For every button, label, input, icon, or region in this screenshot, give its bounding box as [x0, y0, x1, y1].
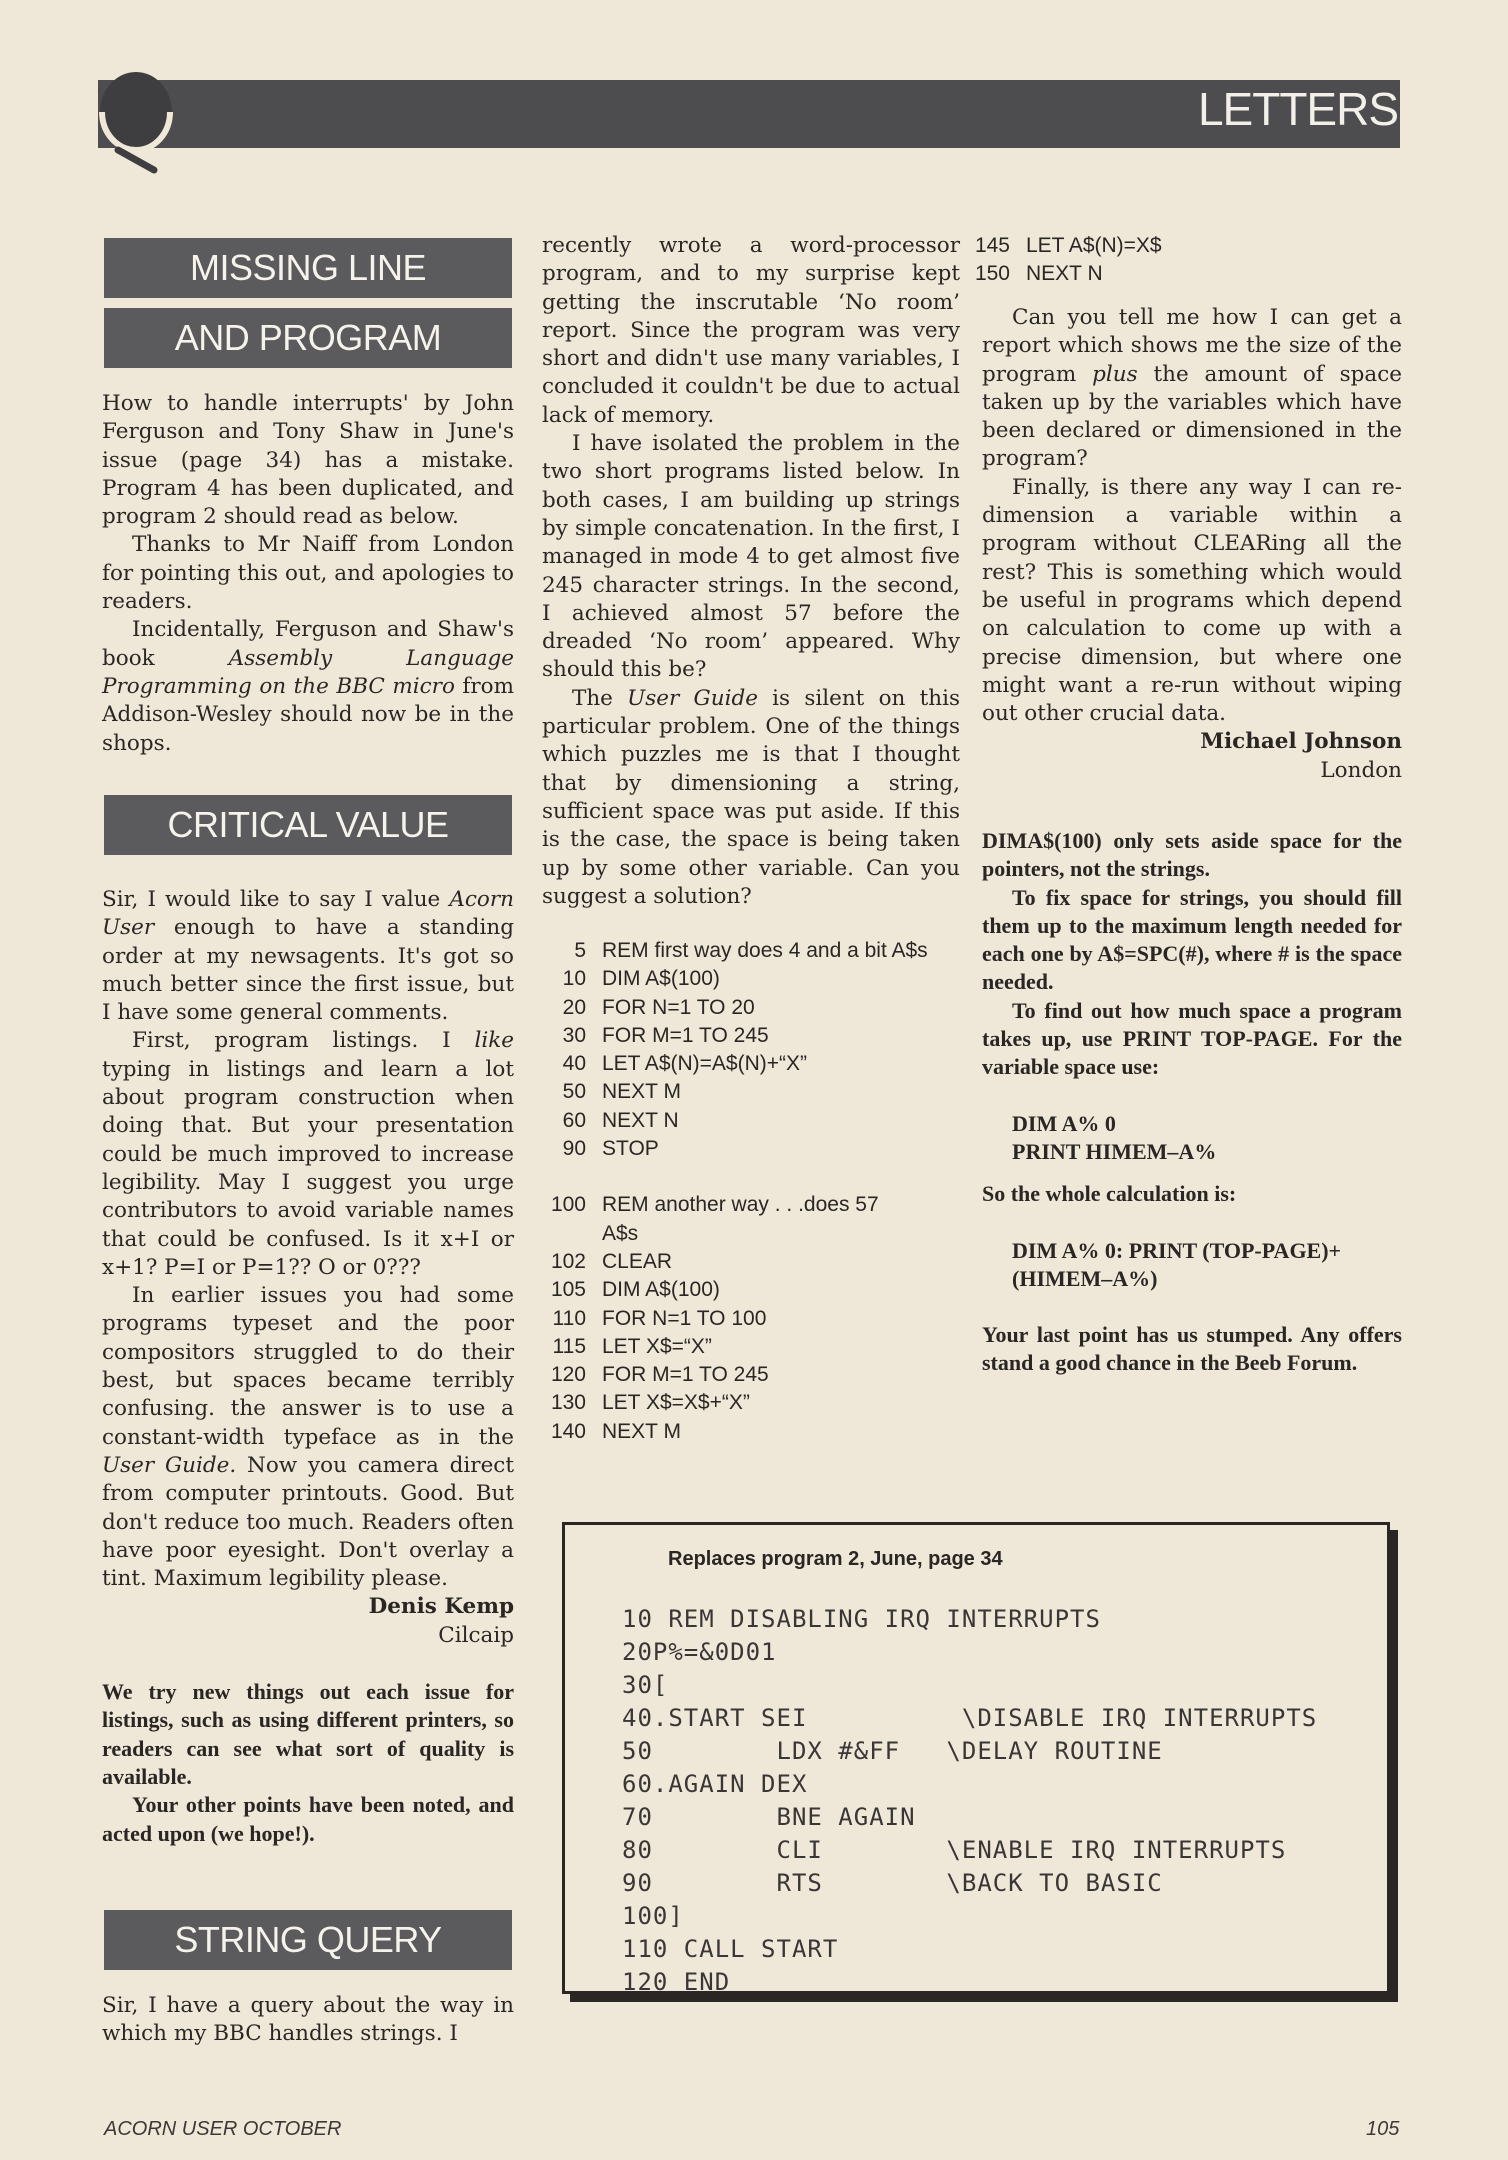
heading-string-query: STRING QUERY	[104, 1910, 512, 1970]
line-code: LET A$(N)=X$	[1026, 234, 1162, 257]
signature-place: Cilcaip	[438, 1622, 514, 1648]
line-code: FOR M=1 TO 245	[602, 1023, 769, 1047]
line-number: 100	[550, 1193, 586, 1217]
line-number	[540, 1163, 602, 1191]
heading-critical-value: CRITICAL VALUE	[104, 795, 512, 855]
signature-place: London	[1320, 757, 1402, 783]
reply-paragraph: DIMA$(100) only sets aside space for the pointers, not the strings.	[982, 828, 1402, 882]
line-number: 30	[562, 1023, 586, 1047]
line-number: 20	[562, 995, 586, 1019]
basic-listing-string-query	[540, 937, 960, 1446]
listing-line: 20P%=&0D01	[622, 1638, 777, 1666]
paragraph: In earlier issues you had some programs typeset and the poor compositors struggled to do their best, but spaces became terribly confusing. the answer is to use a constant-width typeface as in the User Guide. Now you camera direct from computer printouts. Good. But don't reduce too much. Readers often have poor eyesight. Don't overlay a tint. Maximum legibility please.	[102, 1283, 514, 1592]
line-number: 60	[562, 1108, 586, 1132]
line-code: NEXT M	[602, 1080, 681, 1104]
code-line: DIM A% 0: PRINT (TOP-PAGE)+	[1012, 1237, 1342, 1263]
paragraph: Can you tell me how I can get a report which shows me the size of the program plus the amount of space taken up by the variables which have been declared or dimensioned in the program?	[982, 305, 1402, 472]
listing-line	[540, 1191, 960, 1219]
listing-line	[540, 1248, 960, 1276]
listing-line	[964, 232, 1404, 260]
page-number: 105	[1366, 2118, 1400, 2140]
acorn-q-logo-icon	[96, 66, 176, 176]
line-number: 140	[550, 1419, 586, 1443]
listing-line: 60.AGAIN DEX	[622, 1770, 808, 1798]
line-code: NEXT M	[602, 1419, 681, 1443]
letter-string-query-end	[982, 304, 1402, 785]
listing-line	[540, 937, 960, 965]
listing-line	[540, 1022, 960, 1050]
listing-line	[540, 1078, 960, 1106]
listing-line	[540, 1333, 960, 1361]
listing-line: 100]	[622, 1902, 684, 1930]
paragraph: Sir, I have a query about the way in which my BBC handles strings. I	[102, 1993, 514, 2047]
signature-name: Denis Kemp	[368, 1594, 514, 1620]
footer-issue: ACORN USER OCTOBER	[104, 2118, 342, 2140]
line-code: CLEAR	[602, 1249, 673, 1273]
paragraph: Thanks to Mr Naiff from London for pointing this out, and apologies to readers.	[102, 532, 514, 615]
signature-name: Michael Johnson	[1200, 729, 1402, 755]
listing-line	[540, 994, 960, 1022]
line-code: STOP	[602, 1137, 659, 1161]
line-number: 150	[974, 262, 1010, 286]
code-line: DIM A% 0	[1012, 1110, 1116, 1136]
listing-line: 70 BNE AGAIN	[622, 1803, 916, 1831]
line-code: REM first way does 4 and a bit A$s	[602, 939, 928, 962]
reply-paragraph: We try new things out each issue for listings, such as using different printers, so readers can see what sort of quality is available.	[102, 1679, 514, 1789]
paragraph: First, program listings. I like typing in listings and learn a lot about program construction when doing that. But your presentation could be much improved to increase legibility. May I suggest you urge contributors to avoid variable names that could be confused. Is it x+I or x+1? P=I or P=1?? O or 0???	[102, 1028, 514, 1280]
listing-line: 110 CALL START	[622, 1935, 839, 1963]
line-code: LET X$=X$+“X”	[602, 1391, 750, 1415]
line-number: 105	[550, 1278, 586, 1302]
listing-line: 40.START SEI \DISABLE IRQ INTERRUPTS	[622, 1704, 1318, 1732]
line-code: LET A$(N)=A$(N)+“X”	[602, 1052, 808, 1076]
line-code: LET X$=“X”	[602, 1334, 712, 1358]
letter-missing-line	[102, 390, 514, 758]
line-number: 102	[550, 1249, 586, 1273]
paragraph: I have isolated the problem in the two short programs listed below. In both cases, I am building up strings by simple concatenation. In the first, I managed in mode 4 to get almost five 245 character strings. In the second, I achieved almost 57 before the dreaded ‘No room’ appeared. Why should this be?	[542, 431, 960, 683]
paragraph: How to handle interrupts' by John Ferguson and Tony Shaw in June's issue (page 34) has a mistake. Program 4 has been duplicated, and program 2 should read as below.	[102, 391, 514, 530]
line-number: 120	[550, 1363, 586, 1387]
line-code: FOR M=1 TO 245	[602, 1363, 769, 1387]
listing-line	[540, 1276, 960, 1304]
heading-and-program: AND PROGRAM	[104, 308, 512, 368]
listing-line	[540, 1163, 960, 1191]
line-number: 110	[552, 1306, 586, 1330]
line-number	[540, 1220, 602, 1248]
line-number: 40	[562, 1052, 586, 1076]
line-code: FOR N=1 TO 100	[602, 1306, 767, 1330]
paragraph: Sir, I would like to say I value Acorn User enough to have a standing order at my newsagents. It's got so much better since the first issue, but I have some general comments.	[102, 887, 514, 1026]
editor-reply-string-query	[982, 827, 1402, 1378]
page-title: LETTERS	[1197, 83, 1398, 135]
paragraph: The User Guide is silent on this particular problem. One of the things which puzzles me is that I thought that by dimensioning a string, sufficient space was put aside. If this is the case, the space is being taken up by some other variable. Can you suggest a solution?	[542, 685, 960, 909]
listing-line: 120 END	[622, 1968, 731, 1996]
listing-line: 30[	[622, 1671, 669, 1699]
letter-string-query-cont	[542, 232, 960, 911]
line-number: 10	[562, 967, 586, 991]
paragraph: Incidentally, Ferguson and Shaw's book Assembly Language Programming on the BBC micro from Addison-Wesley should now be in the shops.	[102, 617, 515, 756]
line-number: 145	[974, 234, 1010, 257]
line-code: NEXT N	[602, 1108, 679, 1132]
line-number: 90	[562, 1137, 586, 1161]
reply-paragraph: To fix space for strings, you should fill them up to the maximum length needed for each one by A$=SPC(#), where # is the space needed.	[982, 884, 1402, 995]
line-number: 115	[552, 1334, 586, 1358]
listing-line	[540, 1361, 960, 1389]
letter-critical-value	[102, 886, 514, 1848]
line-code: FOR N=1 TO 20	[602, 995, 755, 1019]
line-number: 5	[574, 939, 586, 962]
code-line: (HIMEM–A%)	[1012, 1265, 1158, 1291]
code-line: PRINT HIMEM–A%	[1012, 1138, 1217, 1164]
listing-line: 50 LDX #&FF \DELAY ROUTINE	[622, 1737, 1163, 1765]
reply-paragraph: Your last point has us stumped. Any offers stand a good chance in the Beeb Forum.	[982, 1322, 1402, 1376]
listing-line: 90 RTS \BACK TO BASIC	[622, 1869, 1163, 1897]
editor-reply	[102, 1678, 514, 1848]
line-code: DIM A$(100)	[602, 1278, 720, 1302]
listing-line	[540, 1305, 960, 1333]
basic-listing-continued	[964, 232, 1404, 289]
listing-line: 80 CLI \ENABLE IRQ INTERRUPTS	[622, 1836, 1287, 1864]
reply-paragraph: Your other points have been noted, and acted upon (we hope!).	[102, 1792, 514, 1846]
listing-line	[540, 1135, 960, 1163]
listing-line	[540, 1050, 960, 1078]
paragraph: recently wrote a word-processor program, and to my surprise kept getting the inscrutable ‘No room’ report. Since the program was very short and didn't use many variables, I concluded it couldn't be due to actual lack of memory.	[542, 233, 960, 428]
listing-line	[540, 1389, 960, 1417]
listing-line	[540, 1107, 960, 1135]
assembler-listing	[622, 1603, 1317, 1999]
line-number: 50	[562, 1080, 586, 1104]
heading-missing-line: MISSING LINE	[104, 238, 512, 298]
line-code: REM another way . . .does 57	[602, 1193, 879, 1217]
line-code: A$s	[602, 1221, 639, 1245]
listing-line	[540, 1220, 960, 1248]
listing-line	[964, 260, 1404, 288]
paragraph: Finally, is there any way I can re-dimension a variable within a program without CLEARing all the rest? This is something which would be useful in programs which depend on calculation to come up with a precise dimension, but where one might want a re-run without wiping out other crucial data.	[982, 474, 1402, 727]
reply-paragraph: So the whole calculation is:	[982, 1181, 1237, 1207]
line-number: 130	[550, 1391, 586, 1415]
listing-caption: Replaces program 2, June, page 34	[668, 1548, 1003, 1570]
listing-line	[540, 965, 960, 993]
listing-line	[540, 1418, 960, 1446]
reply-paragraph: To find out how much space a program takes up, use PRINT TOP-PAGE. For the variable space use:	[982, 997, 1402, 1080]
line-code: DIM A$(100)	[602, 967, 720, 991]
line-code: NEXT N	[1026, 262, 1103, 286]
letter-string-query-start	[102, 1992, 514, 2049]
listing-line: 10 REM DISABLING IRQ INTERRUPTS	[622, 1605, 1101, 1633]
